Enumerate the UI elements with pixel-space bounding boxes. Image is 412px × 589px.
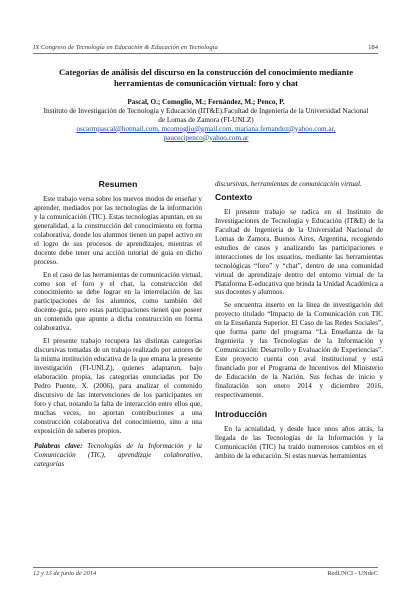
author-emails-line-1[interactable]: oscarmpascal@hotmail.com, mcomoglio@gmail.com, mariana.fernandez@yahoo.com.ar, [76,124,336,133]
author-affiliation: Instituto de Investigación de Tecnología y Educación (IIT&E).Facultad de Ingeniería de la Universidad Nacional de Lomas de Zamora (FI-UNLZ) [43,106,369,124]
keywords-continued: discursivas, herramientas de comunicación virtual. [215,180,362,188]
running-head [33,44,378,54]
abstract-paragraph: En el caso de las herramientas de comunicación virtual, como son el foro y el chat, la construcción del conocimiento se debe lograr en la interrelación de las participaciones de los alumnos, como también del docente-guía, pero estas participaciones tienen que poseer un contenido que apunte a dicha construcción en forma colaborativa. [34,270,202,333]
author-block [40,98,372,143]
abstract-paragraph: El presente trabajo recupera las distintas categorías discursivas tomadas de un trabajo realizado por autores de la misma institución educativa de la que emana la presente investigación (FI-UNLZ), quienes adaptaron, bajo elaboración propia, las categorías enunciadas por De Pedro Puente, X. (2006), para analizar el contenido discursivo de las intervenciones de los participantes en foro y chat, notando la falta de interacción entre ellos que, muchas veces, no aportan contribuciones a una construcción colaborativa del conocimiento, sino a una exposición de saberes propios. [34,337,202,435]
context-paragraph: El presente trabajo se radica en el Instituto de Investigaciones de Tecnología y Educación (IT&E) de la Facultad de Ingeniería de la Universidad Nacional de Lomas de Zamora, Buenos Aires, Argentina, recogiendo estudios de casos y analizando las participaciones e interacciones de los usuarios, mediante las herramientas tecnológicas “foro” y “chat”, dentro de una comunidad virtual de aprendizaje dentro del entorno virtual de la Plataforma E-educativa que brinda la Unidad Académica a sus docentes y alumnos. [215,207,383,297]
footer-date: 12 y 13 de junio de 2014 [33,570,97,577]
author-emails-line-2[interactable]: paucecipenco@yahoo.com.ar [163,133,249,142]
author-names: Pascal, O.; Comoglio, M.; Fernández, M.; Penco, P. [127,98,285,106]
footer-network: RedUNCI - UNdeC [327,570,378,577]
left-column [34,180,202,473]
context-heading: Contexto [215,191,253,202]
introduction-paragraph: En la actualidad, y desde hace unos años atrás, la llegada de las Tecnologías de la Información y la Comunicación (TIC) ha traído numerosos cambios en el ámbito de la educación. Si estas nuevas herramientas [215,424,383,460]
keywords-label: Palabras clave: [34,441,83,450]
keywords-text: Tecnologías de la Información y la Comunicación (TIC), aprendizaje colaborativo, categorías [34,441,202,468]
abstract-paragraph: Este trabajo versa sobre los nuevos modos de enseñar y aprender, mediados por las tecnologías de la información y la comunicación (TIC). Estas tecnologías apuntan, en su generalidad, a la construcción del conocimiento en forma colaborativa, donde los alumnos tienen un papel activo en el logro de sus procesos de aprendizajes, mientras el docente debe tener una acción tutorial de guía en dicho proceso. [34,194,202,266]
abstract-heading: Resumen [98,179,138,189]
conference-name: IX Congreso de Tecnología en Educación & Educación en Tecnología [33,44,218,51]
right-column [215,180,383,465]
context-paragraph: Se encuentra inserto en la línea de investigación del proyecto titulado “Impacto de la Comunicación con TIC en la Enseñanza Superior. El Caso de las Redes Sociales”, que forma parte del programa “La Enseñanza de la Ingeniería y las Tecnologías de la Información y Comunicación: Desarrollo y Evaluación de Experiencias”. Este proyecto cuenta con aval institucional y está financiado por el Programa de Incentivos del Ministerio de Educación de la Nación. Sus fechas de inicio y finalización son enero 2014 y diciembre 2016, respectivamente. [215,301,383,399]
page-number: 184 [368,44,378,51]
paper-title: Categorías de análisis del discurso en la construcción del conocimiento mediante herramientas de comunicación virtual: foro y chat [58,67,354,88]
introduction-heading: Introducción [215,408,268,419]
keywords [34,442,202,469]
page-footer [33,567,378,577]
